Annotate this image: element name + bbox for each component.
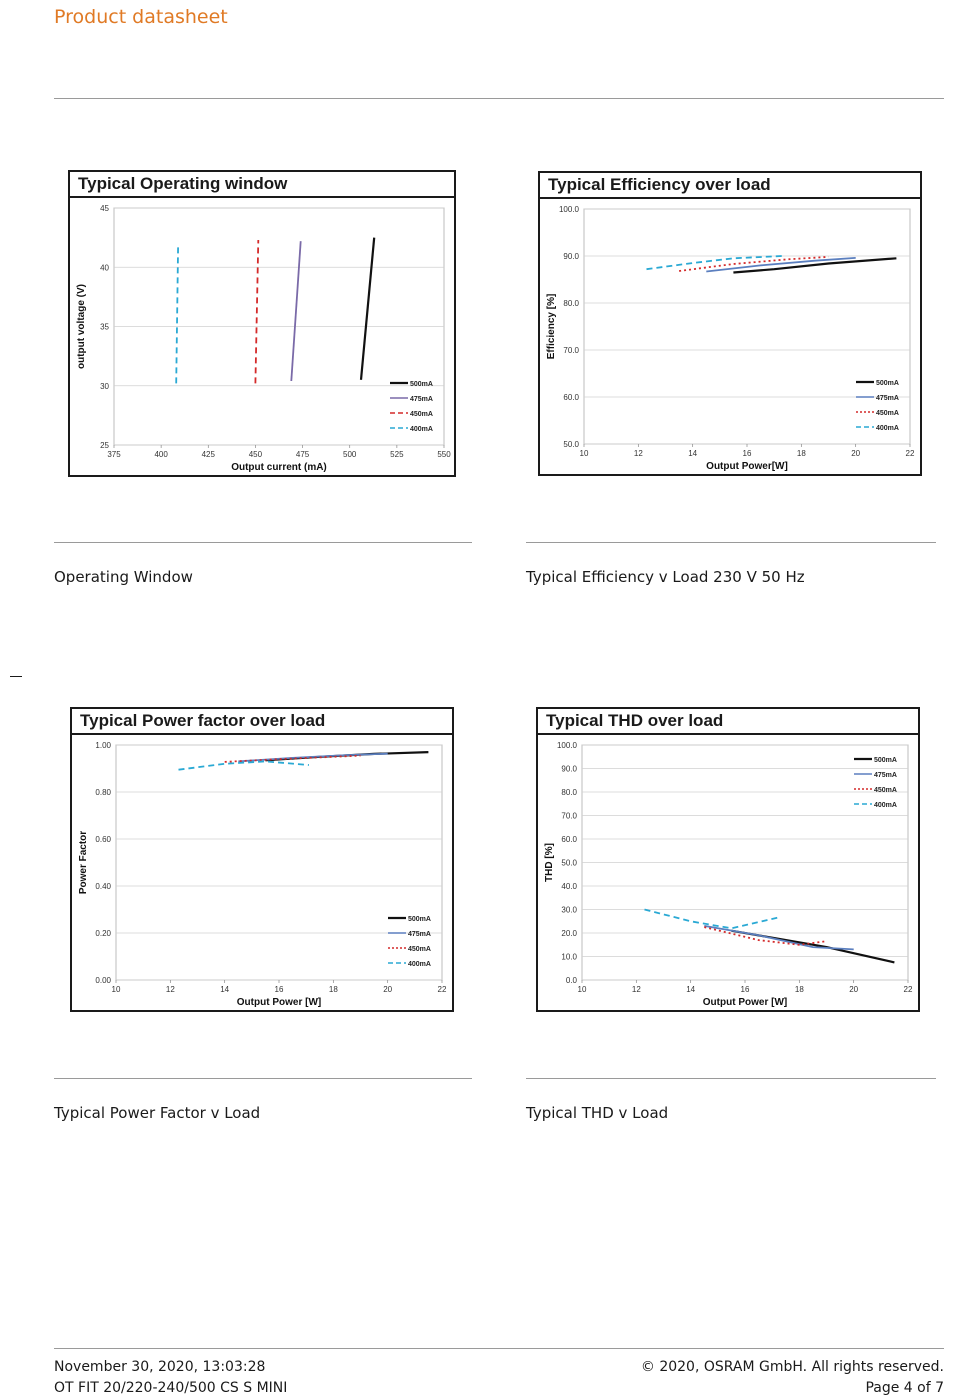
x-tick-label: 550 — [437, 450, 451, 459]
y-tick-label: 0.60 — [95, 835, 111, 844]
footer-divider — [54, 1348, 944, 1349]
y-tick-label: 0.00 — [95, 976, 111, 985]
x-tick-label: 16 — [274, 985, 284, 994]
y-axis-label: Efficiency [%] — [546, 293, 557, 360]
y-tick-label: 60.0 — [563, 393, 579, 402]
x-tick-label: 10 — [579, 449, 589, 458]
page-title: Product datasheet — [54, 6, 228, 28]
y-tick-label: 80.0 — [563, 299, 579, 308]
footer-copyright: © 2020, OSRAM GmbH. All rights reserved. — [640, 1359, 944, 1375]
y-tick-label: 100.0 — [556, 741, 577, 750]
y-tick-label: 35 — [100, 322, 109, 332]
efficiency-plot — [540, 199, 920, 474]
x-tick-label: 400 — [154, 450, 168, 459]
y-tick-label: 70.0 — [563, 346, 579, 355]
legend-label: 500mA — [876, 380, 899, 387]
power-factor-plot — [72, 735, 452, 1010]
chart-title: Typical Operating window — [70, 172, 454, 198]
footer-product: OT FIT 20/220-240/500 CS S MINI — [54, 1380, 288, 1396]
x-tick-label: 16 — [740, 985, 750, 994]
efficiency-chart — [538, 171, 922, 476]
legend-label: 475mA — [408, 931, 431, 938]
chart-title: Typical Efficiency over load — [540, 173, 920, 199]
x-tick-label: 16 — [742, 449, 752, 458]
x-tick-label: 14 — [688, 449, 698, 458]
legend-label: 400mA — [410, 426, 433, 433]
x-tick-label: 450 — [248, 450, 263, 459]
y-tick-label: 45 — [100, 204, 109, 213]
legend-label: 450mA — [874, 787, 897, 794]
chart-title: Typical Power factor over load — [72, 709, 452, 735]
y-tick-label: 25 — [100, 441, 109, 450]
legend-label: 400mA — [874, 802, 897, 809]
y-tick-label: 40 — [100, 263, 109, 273]
y-tick-label: 20.0 — [561, 929, 577, 938]
thd-chart — [536, 707, 920, 1012]
operating-window-chart — [68, 170, 456, 477]
x-axis-label: Output Power [W] — [236, 997, 322, 1008]
legend-label: 500mA — [408, 916, 431, 923]
caption-efficiency: Typical Efficiency v Load 230 V 50 Hz — [526, 568, 805, 586]
caption-operating-window: Operating Window — [54, 568, 193, 586]
y-tick-label: 50.0 — [563, 440, 579, 449]
x-tick-label: 18 — [328, 985, 338, 994]
y-tick-label: 30.0 — [561, 905, 577, 915]
legend-label: 450mA — [876, 410, 899, 417]
x-tick-label: 500 — [343, 450, 357, 459]
y-tick-label: 0.20 — [95, 929, 111, 938]
legend-label: 450mA — [408, 946, 431, 953]
y-tick-label: 70.0 — [561, 811, 577, 821]
y-tick-label: 0.80 — [95, 788, 111, 797]
margin-mark — [10, 676, 22, 677]
y-tick-label: 80.0 — [561, 788, 577, 797]
x-tick-label: 20 — [383, 985, 393, 994]
caption-divider-left — [54, 542, 472, 543]
legend-label: 475mA — [410, 396, 433, 403]
x-tick-label: 20 — [851, 449, 861, 458]
footer-date: November 30, 2020, 13:03:28 — [54, 1359, 266, 1375]
caption-power-factor: Typical Power Factor v Load — [54, 1104, 261, 1122]
x-tick-label: 10 — [577, 985, 587, 994]
x-tick-label: 22 — [903, 985, 913, 994]
y-tick-label: 50.0 — [561, 858, 577, 868]
caption-divider-right — [526, 542, 936, 543]
legend-label: 400mA — [876, 425, 899, 432]
header-divider — [54, 98, 944, 99]
legend-label: 450mA — [410, 411, 433, 418]
legend-label: 400mA — [408, 961, 431, 968]
caption-thd: Typical THD v Load — [526, 1104, 669, 1122]
x-tick-label: 475 — [295, 450, 310, 459]
x-tick-label: 14 — [220, 985, 230, 994]
x-axis-label: Output Power[W] — [706, 461, 788, 472]
caption-divider-left-2 — [54, 1078, 472, 1079]
y-tick-label: 0.40 — [95, 882, 111, 891]
chart-title: Typical THD over load — [538, 709, 918, 735]
x-tick-label: 22 — [437, 985, 447, 994]
y-tick-label: 1.00 — [95, 741, 111, 750]
x-tick-label: 12 — [165, 985, 175, 994]
y-axis-label: Power Factor — [78, 830, 89, 895]
x-tick-label: 20 — [849, 985, 859, 994]
x-tick-label: 10 — [111, 985, 121, 994]
legend-label: 475mA — [874, 772, 897, 779]
thd-plot — [538, 735, 918, 1010]
x-tick-label: 425 — [201, 450, 215, 459]
plot-area — [584, 209, 910, 444]
x-axis-label: Output Power [W] — [702, 997, 788, 1008]
legend-label: 500mA — [410, 381, 433, 388]
caption-divider-right-2 — [526, 1078, 936, 1079]
x-tick-label: 18 — [794, 985, 804, 994]
footer-page-number: Page 4 of 7 — [865, 1380, 944, 1396]
operating-window-plot — [70, 198, 454, 475]
x-tick-label: 525 — [390, 450, 404, 459]
y-tick-label: 10.0 — [561, 952, 577, 962]
y-tick-label: 30 — [100, 381, 109, 391]
x-tick-label: 12 — [631, 985, 641, 994]
plot-area — [116, 745, 442, 980]
y-tick-label: 0.0 — [565, 976, 577, 985]
y-tick-label: 100.0 — [558, 205, 579, 214]
y-axis-label: THD [%] — [544, 843, 555, 882]
x-tick-label: 375 — [107, 450, 121, 459]
x-tick-label: 14 — [686, 985, 696, 994]
x-tick-label: 22 — [905, 449, 915, 458]
x-axis-label: Output current (mA) — [231, 462, 327, 473]
y-tick-label: 40.0 — [561, 882, 577, 891]
power-factor-chart — [70, 707, 454, 1012]
legend-label: 475mA — [876, 395, 899, 402]
y-tick-label: 90.0 — [563, 252, 579, 261]
y-axis-label: output voltage (V) — [76, 284, 87, 369]
legend-label: 500mA — [874, 757, 897, 764]
y-tick-label: 90.0 — [561, 764, 577, 774]
y-tick-label: 60.0 — [561, 835, 577, 844]
x-tick-label: 12 — [633, 449, 643, 458]
x-tick-label: 18 — [796, 449, 806, 458]
